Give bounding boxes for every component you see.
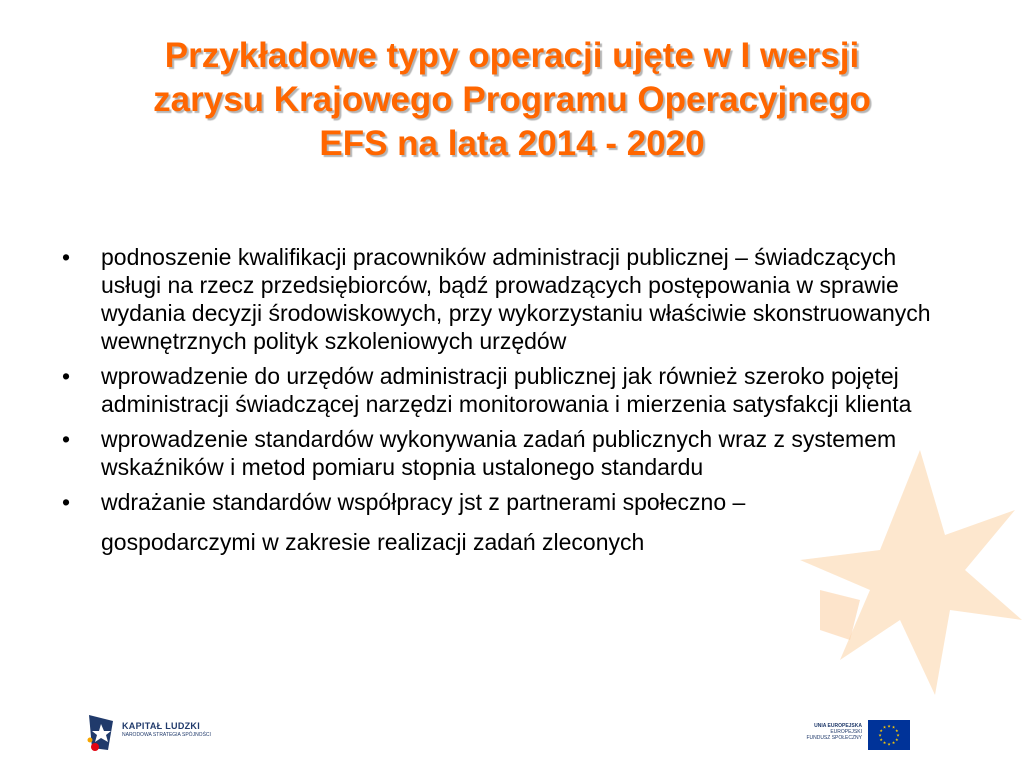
eu-star-icon: ★: [882, 740, 887, 746]
kapital-ludzki-logo: [86, 712, 286, 758]
kapital-ludzki-subtitle: NARODOWA STRATEGIA SPÓJNOŚCI: [122, 732, 211, 738]
bullet-item: [60, 243, 960, 355]
bullet-text: • wdrażanie standardów współpracy jst z partnerami społeczno –: [101, 489, 746, 515]
eu-star-icon: ★: [894, 736, 899, 742]
slide-title: [60, 34, 964, 166]
kapital-ludzki-title: KAPITAŁ LUDZKI: [122, 721, 201, 731]
bullet-list: [60, 243, 960, 563]
eu-star-icon: ★: [878, 732, 882, 738]
eu-flag-icon: [868, 720, 910, 750]
bullet-item: [60, 425, 960, 481]
eu-star-icon: ★: [896, 732, 900, 738]
bullet-text: • wprowadzenie do urzędów administracji publicznej jak również szeroko pojętej administracji świadczącej narzędzi monitorowania i mierzenia satysfakcji klienta: [101, 363, 912, 417]
bullet-text: gospodarczymi w zakresie realizacji zadań zleconych: [101, 529, 645, 555]
eu-label-line: EUROPEJSKI: [830, 729, 862, 735]
bullet-text: • podnoszenie kwalifikacji pracowników administracji publicznej – świadczących usługi na rzecz przedsiębiorców, bądź prowadzących postępowania w sprawie wydania decyzji środowiskowych, przy wykorzystaniu właściwie skonstruowanych wewnętrznych polityk szkoleniowych urzędów: [101, 244, 931, 354]
eu-star-icon: ★: [887, 741, 891, 747]
eu-logo: [790, 718, 914, 754]
eu-star-icon: ★: [882, 724, 887, 730]
eu-star-icon: ★: [879, 727, 884, 733]
bullet-item: [60, 362, 960, 418]
eu-star-icon: ★: [894, 727, 899, 733]
kapital-ludzki-logo-icon: [86, 712, 120, 756]
bullet-item: [60, 488, 960, 556]
eu-star-icon: ★: [879, 736, 884, 742]
eu-label-line: FUNDUSZ SPOŁECZNY: [806, 735, 862, 741]
title-line: Przykładowe typy operacji ujęte w I wersji: [164, 36, 860, 75]
title-line: EFS na lata 2014 - 2020: [319, 124, 705, 163]
eu-star-icon: ★: [891, 724, 896, 730]
title-line: zarysu Krajowego Programu Operacyjnego: [153, 80, 871, 119]
eu-star-icon: ★: [887, 723, 891, 729]
bullet-text: • wprowadzenie standardów wykonywania zadań publicznych wraz z systemem wskaźników i metod pomiaru stopnia ustalonego standardu: [101, 426, 897, 480]
eu-star-icon: ★: [891, 740, 896, 746]
eu-label-line: UNIA EUROPEJSKA: [814, 723, 862, 729]
